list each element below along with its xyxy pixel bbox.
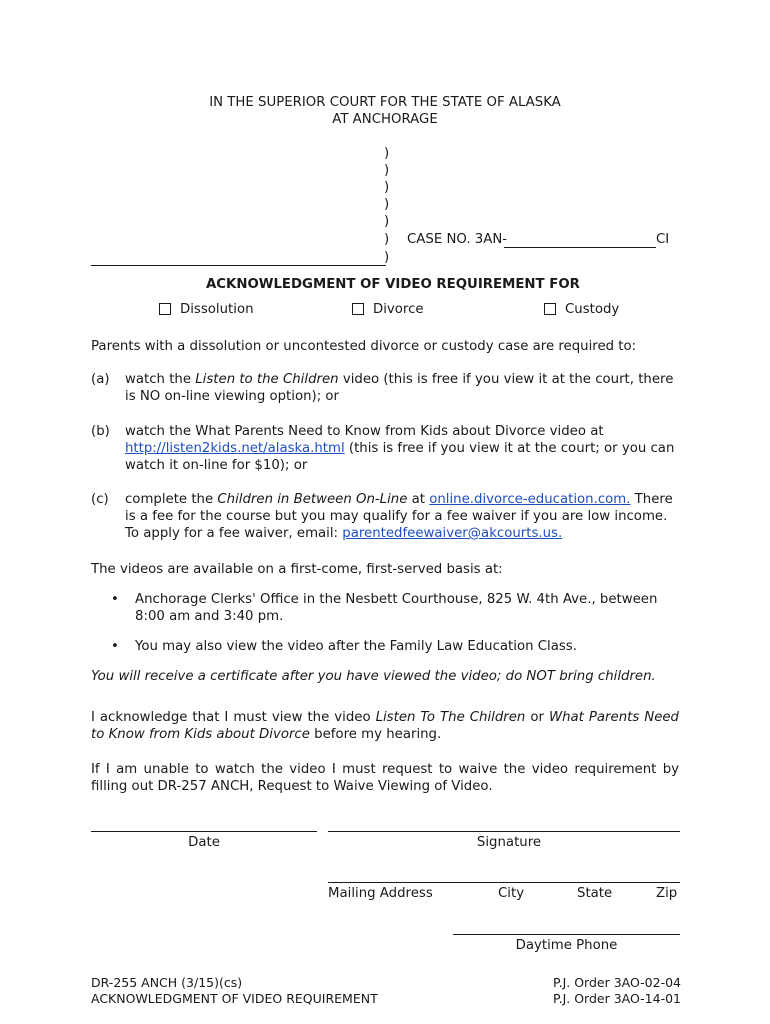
caption-paren: ) bbox=[384, 214, 390, 229]
caption-paren: ) bbox=[384, 180, 390, 195]
daytime-phone-line[interactable] bbox=[453, 934, 680, 935]
fee-waiver-email-link[interactable]: parentedfeewaiver@akcourts.us. bbox=[342, 526, 563, 541]
item-text: complete the Children in Between On-Line at online.divorce-education.com. There is a fee for the course but you may qualify for a fee waiver if you are low income. To apply for a fee waiver, email: parentedfeewaiver@akcourts.us. bbox=[125, 492, 673, 541]
form-title: ACKNOWLEDGMENT OF VIDEO REQUIREMENT FOR bbox=[206, 277, 580, 292]
divorce-label: Divorce bbox=[373, 302, 424, 317]
waiver-text: If I am unable to watch the video I must request to waive the video requirement by filling out DR-257 ANCH, Request to Waive Viewing of Video. bbox=[91, 762, 679, 794]
item-text: watch the Listen to the Children video (this is free if you view it at the court, there is NO on-line viewing option); or bbox=[125, 372, 674, 404]
daytime-phone-caption: Daytime Phone bbox=[515, 938, 618, 953]
dissolution-checkbox[interactable] bbox=[159, 303, 171, 315]
court-location: AT ANCHORAGE bbox=[332, 112, 438, 127]
zip-caption: Zip bbox=[656, 886, 678, 901]
signature-line[interactable] bbox=[328, 831, 680, 832]
option-custody[interactable] bbox=[544, 302, 619, 317]
bullet-icon: • bbox=[111, 592, 119, 607]
party-name-line[interactable] bbox=[91, 265, 386, 266]
availability-intro: The videos are available on a first-come, first-served basis at: bbox=[91, 562, 503, 577]
form-number: DR-255 ANCH (3/15)(cs) bbox=[91, 975, 243, 990]
caption-paren: ) bbox=[384, 146, 390, 161]
video-title: Listen To The Children bbox=[375, 710, 526, 725]
custody-label: Custody bbox=[565, 302, 620, 317]
bullet-icon: • bbox=[111, 639, 119, 654]
divorce-checkbox[interactable] bbox=[352, 303, 364, 315]
course-title: Children in Between On-Line bbox=[217, 492, 408, 507]
divorce-education-link[interactable]: online.divorce-education.com. bbox=[429, 492, 631, 507]
item-text: watch the What Parents Need to Know from Kids about Divorce video at http://listen2kids.net/alaska.html (this is free if you view it at the court; or you can watch it on-line for $10); or bbox=[125, 424, 675, 473]
bullet-text: You may also view the video after the Family Law Education Class. bbox=[135, 639, 577, 654]
acknowledgment-text: I acknowledge that I must view the video Listen To The Children or What Parents Need to Know from Kids about Divorce before my hearing. bbox=[91, 710, 679, 742]
listen2kids-link[interactable]: http://listen2kids.net/alaska.html bbox=[125, 441, 345, 456]
certificate-note: You will receive a certificate after you have viewed the video; do NOT bring children. bbox=[91, 669, 656, 684]
date-line[interactable] bbox=[91, 831, 317, 832]
video-title: What Parents Need to Know from Kids about Divorce bbox=[91, 710, 679, 742]
mailing-address-caption: Mailing Address bbox=[328, 886, 433, 901]
order-number-2: P.J. Order 3AO-14-01 bbox=[553, 991, 681, 1006]
footer-form-title: ACKNOWLEDGMENT OF VIDEO REQUIREMENT bbox=[91, 991, 378, 1006]
caption-paren: ) bbox=[384, 163, 390, 178]
caption-paren: ) bbox=[384, 250, 390, 265]
case-suffix: CI bbox=[656, 232, 670, 247]
case-number-field[interactable] bbox=[504, 247, 656, 248]
bullet-text: Anchorage Clerks' Office in the Nesbett Courthouse, 825 W. 4th Ave., between 8:00 am and 3:40 pm. bbox=[135, 592, 658, 624]
video-title: Listen to the Children bbox=[195, 372, 339, 387]
case-number-label: CASE NO. 3AN- bbox=[407, 232, 508, 247]
city-caption: City bbox=[498, 886, 525, 901]
mailing-address-line[interactable] bbox=[328, 882, 680, 883]
intro-text: Parents with a dissolution or uncontested divorce or custody case are required to: bbox=[91, 339, 637, 354]
option-divorce[interactable] bbox=[352, 302, 424, 317]
order-number-1: P.J. Order 3AO-02-04 bbox=[553, 975, 681, 990]
caption-paren: ) bbox=[384, 197, 390, 212]
item-label: (b) bbox=[91, 424, 110, 439]
caption-paren: ) bbox=[384, 232, 390, 247]
item-label: (a) bbox=[91, 372, 110, 387]
dissolution-label: Dissolution bbox=[180, 302, 254, 317]
court-heading: IN THE SUPERIOR COURT FOR THE STATE OF ALASKA bbox=[209, 95, 561, 110]
item-label: (c) bbox=[91, 492, 109, 507]
option-dissolution[interactable] bbox=[159, 302, 254, 317]
signature-caption: Signature bbox=[476, 835, 542, 850]
state-caption: State bbox=[577, 886, 613, 901]
date-caption: Date bbox=[188, 835, 220, 850]
custody-checkbox[interactable] bbox=[544, 303, 556, 315]
